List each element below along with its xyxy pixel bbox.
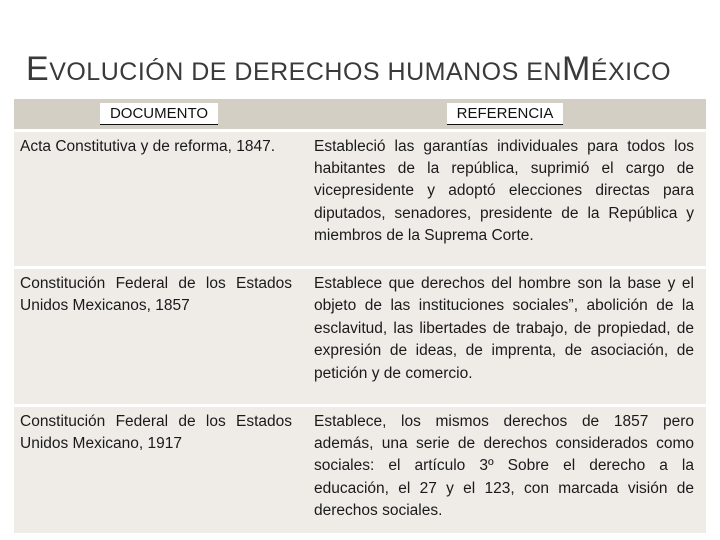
title-part-1: VOLUCIÓN DE DERECHOS HUMANOS EN bbox=[49, 58, 562, 86]
header-referencia bbox=[304, 99, 706, 130]
header-referencia-label: REFERENCIA bbox=[447, 103, 564, 125]
cell-documento: Acta Constitutiva y de reforma, 1847. bbox=[14, 132, 304, 268]
table-row bbox=[14, 132, 706, 268]
header-documento bbox=[14, 99, 304, 130]
rights-table bbox=[14, 99, 706, 533]
title-part-2: ÉXICO bbox=[590, 58, 672, 86]
header-documento-label: DOCUMENTO bbox=[100, 103, 218, 125]
cell-referencia: Establece, los mismos derechos de 1857 pero además, una serie de derechos considerados como sociales: el artículo 3º Sobre el derecho a la educación, el 27 y el 123, con marcada visión de derechos sociales. bbox=[304, 407, 706, 533]
page-title bbox=[26, 50, 671, 89]
table-row bbox=[14, 269, 706, 405]
table-row bbox=[14, 407, 706, 533]
cell-referencia: Establece que derechos del hombre son la base y el objeto de las instituciones sociales”, abolición de la esclavitud, las libertades de trabajo, de propiedad, de expresión de ideas, de imprenta, de asociación, de petición y de comercio. bbox=[304, 269, 706, 405]
cell-referencia: Estableció las garantías individuales para todos los habitantes de la república, suprimió el cargo de vicepresidente y adoptó elecciones directas para diputados, senadores, presidente de la República y miembros de la Suprema Corte. bbox=[304, 132, 706, 268]
cell-documento: Constitución Federal de los Estados Unidos Mexicano, 1917 bbox=[14, 407, 304, 533]
table-header-row bbox=[14, 99, 706, 130]
cell-documento: Constitución Federal de los Estados Unidos Mexicanos, 1857 bbox=[14, 269, 304, 405]
title-initial: E bbox=[26, 50, 50, 88]
title-capital-m: M bbox=[561, 50, 591, 88]
